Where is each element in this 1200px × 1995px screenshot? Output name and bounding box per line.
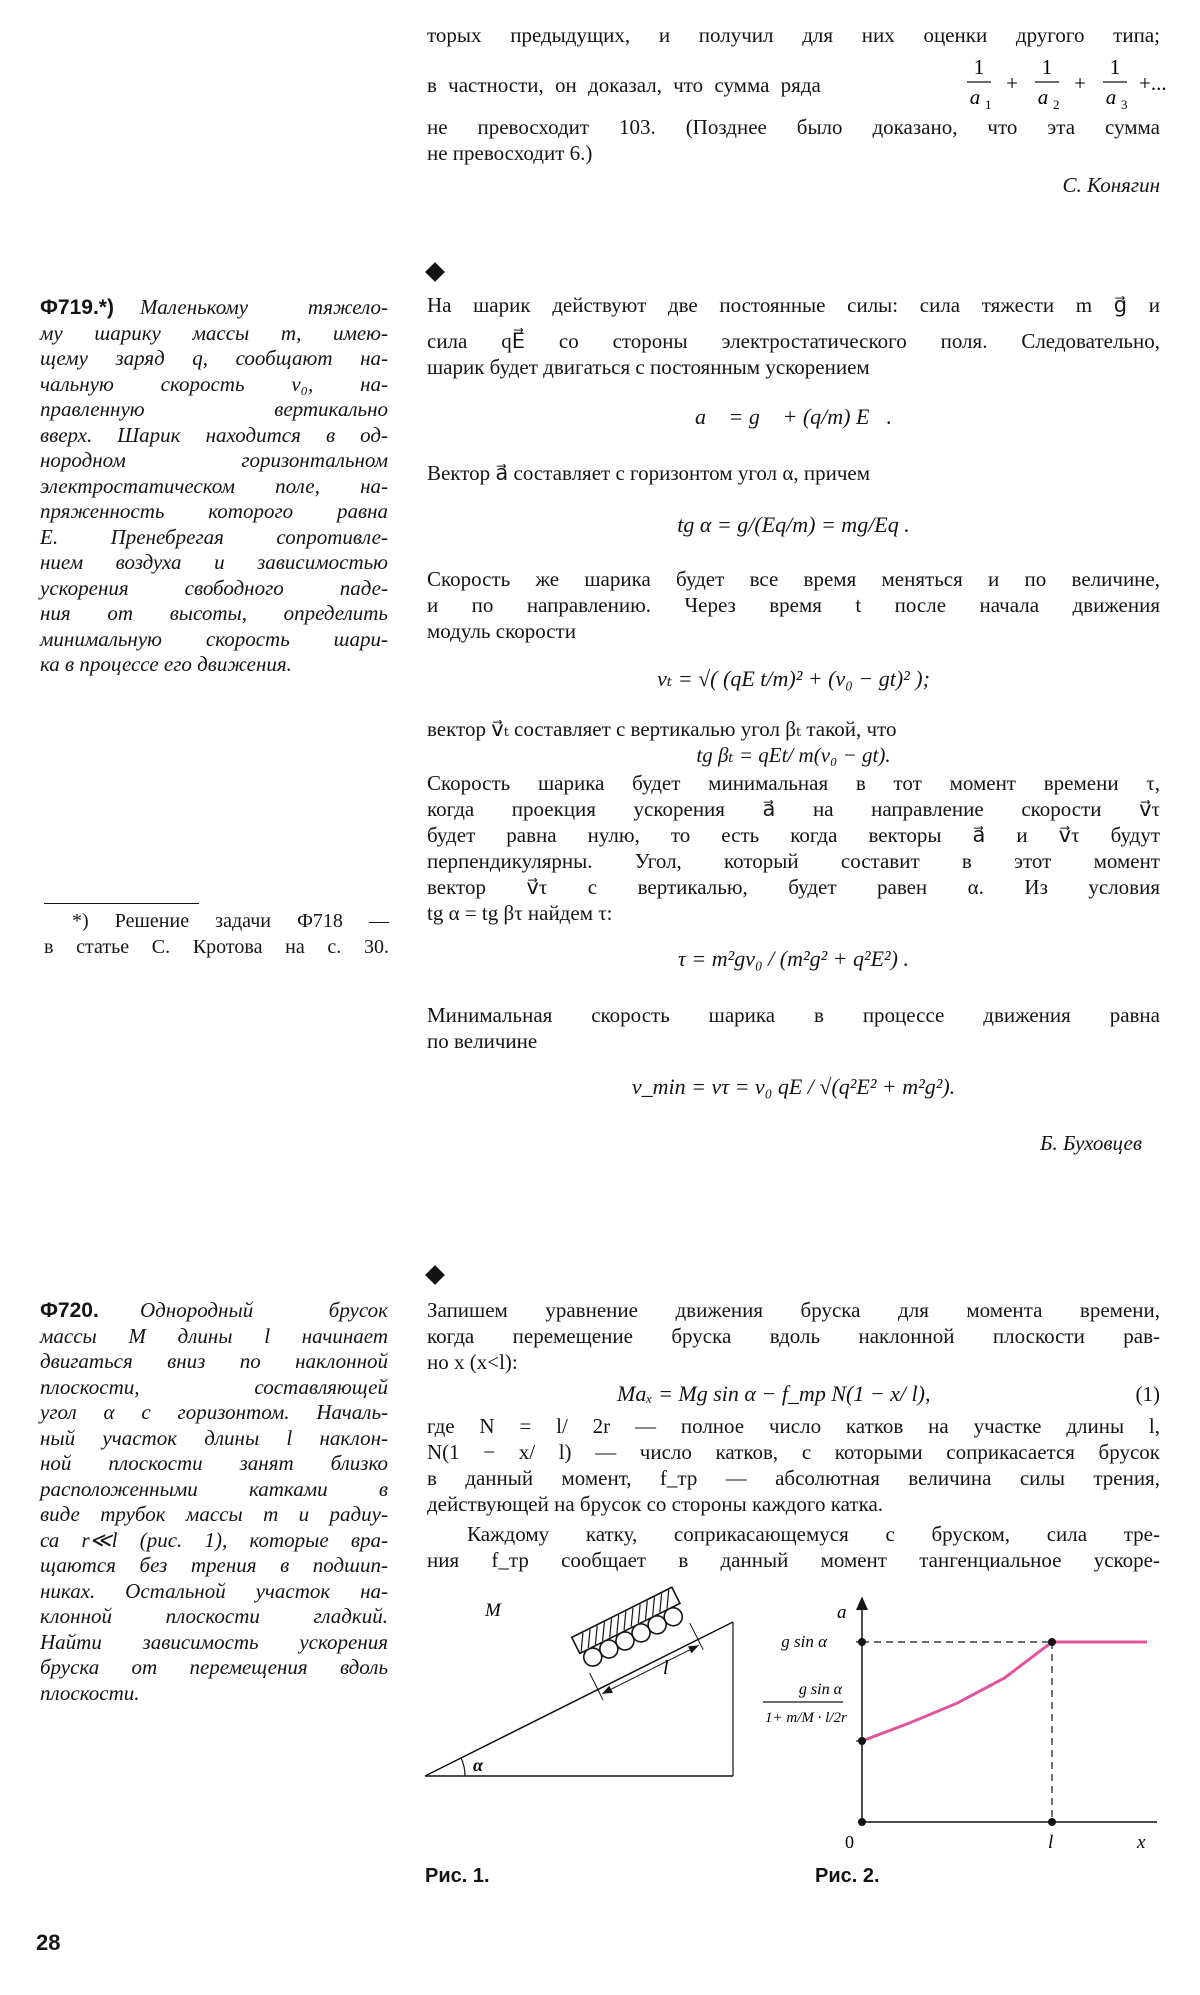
text-line: Запишем уравнение движения бруска для момента времени, bbox=[427, 1298, 1160, 1322]
text-line: ния f_тр сообщает в данный момент тангенциальное ускоре- bbox=[427, 1548, 1160, 1572]
problem-719-solution bbox=[427, 292, 1160, 1156]
equation-row bbox=[427, 1379, 1160, 1409]
y-tick-low-den: 1+ m/M · l/2r bbox=[765, 1710, 847, 1726]
series-line bbox=[427, 54, 1167, 114]
figure-1 bbox=[415, 1590, 745, 1790]
block-hatch bbox=[574, 1590, 676, 1652]
statement-line: ный участок длины l наклон- bbox=[40, 1425, 388, 1450]
svg-text:a: a bbox=[1037, 85, 1049, 109]
footnote bbox=[44, 908, 389, 960]
signature: Б. Буховцев bbox=[1040, 1131, 1142, 1155]
svg-text:2: 2 bbox=[1053, 97, 1060, 112]
point-origin bbox=[858, 1818, 866, 1826]
statement-line: вверх. Шарик находится в од- bbox=[40, 422, 388, 447]
svg-text:1: 1 bbox=[1109, 55, 1121, 79]
footnote-line: в статье С. Кротова на с. 30. bbox=[44, 936, 389, 958]
point-l-top bbox=[1048, 1638, 1056, 1646]
point-l-axis bbox=[1048, 1818, 1056, 1826]
text-line: Каждому катку, соприкасающемуся с бруском, сила тре- bbox=[467, 1522, 1160, 1546]
equation: vₜ = √( (qE t/m)² + (v₀ − gt)² ); bbox=[657, 666, 930, 691]
block bbox=[572, 1587, 680, 1653]
text-line: сила qE⃗ со стороны электростатического поля. Следовательно, bbox=[427, 329, 1160, 353]
statement-line: бруска от перемещения вдоль bbox=[40, 1655, 388, 1679]
footnote-rule bbox=[44, 903, 199, 904]
section-marker-diamond bbox=[425, 262, 445, 282]
problem-number: Ф719.*) bbox=[40, 296, 114, 319]
text-line: Скорость же шарика будет все время меняться и по величине, bbox=[427, 567, 1160, 591]
text-line: когда проекция ускорения a⃗ на направление скорости v⃗τ bbox=[427, 797, 1160, 821]
svg-text:+...: +... bbox=[1139, 71, 1167, 95]
statement-line: расположенными катками в bbox=[40, 1476, 388, 1501]
equation: tg βₜ = qEt/ m(v₀ − gt). bbox=[696, 743, 891, 767]
statement-line: щаются без трения в подшип- bbox=[40, 1553, 388, 1577]
continuation-block bbox=[427, 22, 1160, 48]
statement-line: двигаться вниз по наклонной bbox=[40, 1349, 388, 1373]
problem-719-statement bbox=[40, 295, 388, 678]
text-line: Минимальная скорость шарика в процессе движения равна bbox=[427, 1003, 1160, 1027]
text-line: в частности, он доказал, что сумма ряда bbox=[427, 73, 821, 97]
text-line: когда перемещение бруска вдоль наклонной плоскости рав- bbox=[427, 1324, 1160, 1348]
text-line: но x (x<l): bbox=[427, 1350, 518, 1374]
statement-line: нием воздуха и зависимостью bbox=[40, 550, 388, 574]
statement-line: пряженность которого равна bbox=[40, 499, 388, 523]
continuation-tail bbox=[427, 114, 1160, 198]
figure-1-caption: Рис. 1. bbox=[425, 1865, 490, 1887]
statement-line: виде трубок массы m и радиу- bbox=[40, 1502, 388, 1526]
text-line: торых предыдущих, и получил для них оценки другого типа; bbox=[427, 23, 1160, 47]
statement-line: Однородный брусок bbox=[140, 1298, 388, 1322]
svg-text:a: a bbox=[969, 85, 981, 109]
text-line: На шарик действуют две постоянные силы: сила тяжести m g⃗ и bbox=[427, 293, 1160, 317]
svg-text:1: 1 bbox=[973, 55, 985, 79]
statement-line: плоскости, составляющей bbox=[40, 1374, 388, 1399]
statement-line: чальную скорость v₀, на- bbox=[40, 371, 388, 396]
equation: Maₓ = Mg sin α − f_тр N(1 − x/ l), bbox=[617, 1381, 931, 1406]
text-line: N(1 − x/ l) — число катков, с которыми соприкасается брусок bbox=[427, 1440, 1160, 1464]
statement-line: никах. Остальной участок на- bbox=[40, 1578, 388, 1603]
statement-line: E. Пренебрегая сопротивле- bbox=[40, 524, 388, 549]
svg-text:+: + bbox=[1006, 71, 1018, 95]
statement-line: ния от высоты, определить bbox=[40, 601, 388, 625]
angle-arc bbox=[461, 1758, 465, 1776]
text-line: шарик будет двигаться с постоянным ускорением bbox=[427, 355, 870, 379]
statement-line: Маленькому тяжело- bbox=[140, 295, 388, 319]
problem-720-solution bbox=[427, 1297, 1160, 1573]
svg-text:1: 1 bbox=[1041, 55, 1053, 79]
y-axis-label: a bbox=[837, 1602, 847, 1623]
statement-line: щему заряд q, сообщают на- bbox=[40, 346, 388, 370]
statement-line: ка в процессе его движения. bbox=[40, 652, 292, 676]
statement-line: клонной плоскости гладкий. bbox=[40, 1604, 388, 1628]
svg-text:1: 1 bbox=[985, 97, 992, 112]
statement-line: нородном горизонтальном bbox=[40, 448, 388, 472]
text-line: не превосходит 103. (Позднее было доказано, что эта сумма bbox=[427, 115, 1160, 139]
equation-number: (1) bbox=[1135, 1382, 1160, 1406]
text-line: по величине bbox=[427, 1029, 538, 1053]
footnote-line: *) Решение задачи Ф718 — bbox=[72, 910, 389, 932]
text-line: Вектор a⃗ составляет с горизонтом угол α, причем bbox=[427, 461, 871, 485]
svg-text:a: a bbox=[1105, 85, 1117, 109]
problem-720-statement bbox=[40, 1298, 388, 1706]
text-line: модуль скорости bbox=[427, 619, 576, 643]
page-number: 28 bbox=[36, 1930, 61, 1955]
statement-line: ной плоскости занят близко bbox=[40, 1451, 388, 1475]
figure-2 bbox=[745, 1590, 1175, 1853]
figure-2-caption: Рис. 2. bbox=[815, 1865, 880, 1887]
statement-line: правленную вертикально bbox=[40, 397, 388, 421]
equation: a⃗ = g⃗ + (q/m) E⃗. bbox=[694, 404, 893, 429]
svg-text:+: + bbox=[1074, 71, 1086, 95]
text-line: действующей на брусок со стороны каждого катка. bbox=[427, 1492, 884, 1516]
statement-line: Найти зависимость ускорения bbox=[40, 1629, 388, 1654]
curve-a-of-x bbox=[862, 1642, 1147, 1741]
text-line: Скорость шарика будет минимальная в тот момент времени τ, bbox=[427, 771, 1160, 795]
mass-label: M bbox=[485, 1600, 501, 1621]
y-tick-low-num: g sin α bbox=[798, 1681, 842, 1698]
angle-label: α bbox=[473, 1755, 483, 1775]
equation: τ = m²gv₀ / (m²g² + q²E²) . bbox=[678, 946, 909, 971]
text-line: не превосходит 6.) bbox=[427, 141, 593, 165]
svg-text:3: 3 bbox=[1121, 97, 1128, 112]
problem-number: Ф720. bbox=[40, 1299, 99, 1322]
text-line: в данный момент, f_тр — абсолютная величина силы трения, bbox=[427, 1466, 1160, 1490]
text-line: где N = l/ 2r — полное число катков на участке длины l, bbox=[427, 1414, 1160, 1438]
text-line: перпендикулярны. Угол, который составит в этот момент bbox=[427, 849, 1160, 873]
statement-line: плоскости. bbox=[40, 1680, 140, 1705]
statement-line: массы M длины l начинает bbox=[40, 1323, 388, 1348]
text-line: tg α = tg βτ найдем τ: bbox=[427, 901, 613, 925]
x-tick-label: l bbox=[1048, 1832, 1054, 1853]
text-line: вектор v⃗ₜ составляет с вертикалью угол βₜ такой, что bbox=[427, 717, 897, 741]
series-formula bbox=[947, 54, 1167, 114]
equation: tg α = g/(Eq/m) = mg/Eq . bbox=[677, 512, 910, 537]
statement-line: са r≪l (рис. 1), которые вра- bbox=[40, 1527, 388, 1552]
statement-line: электростатическом поле, на- bbox=[40, 473, 388, 498]
text-line: будет равна нулю, то есть когда векторы a⃗ и v⃗τ будут bbox=[427, 823, 1160, 847]
section-marker-diamond bbox=[425, 1265, 445, 1285]
x-axis-label: x bbox=[1137, 1832, 1146, 1853]
statement-line: угол α с горизонтом. Началь- bbox=[40, 1400, 388, 1424]
signature: С. Конягин bbox=[1062, 173, 1160, 197]
y-tick-top: g sin α bbox=[781, 1632, 827, 1651]
statement-line: му шарику массы m, имею- bbox=[40, 320, 388, 345]
text-line: и по направлению. Через время t после начала движения bbox=[427, 593, 1160, 617]
statement-line: минимальную скорость шари- bbox=[40, 626, 388, 651]
equation: v_min = vτ = v₀ qE / √(q²E² + m²g²). bbox=[631, 1074, 956, 1099]
length-label: l bbox=[663, 1657, 669, 1679]
statement-line: ускорения свободного паде- bbox=[40, 575, 388, 600]
text-line: вектор v⃗τ с вертикалью, будет равен α. Из условия bbox=[427, 875, 1160, 899]
origin-label: 0 bbox=[845, 1832, 854, 1852]
